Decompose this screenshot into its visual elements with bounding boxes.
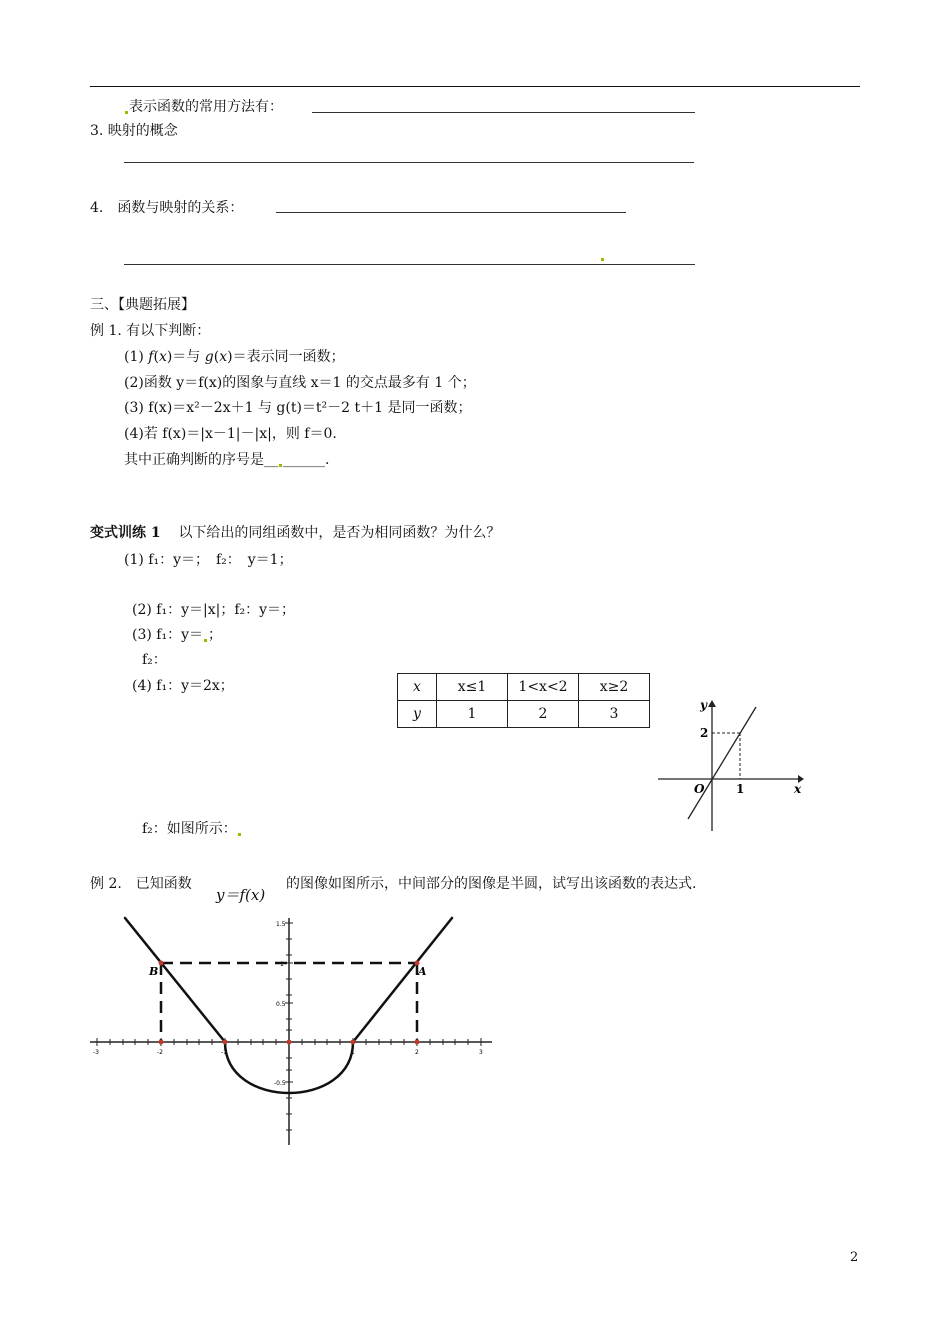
variant-text: 以下给出的同组函数中，是否为相同函数？为什么？ — [178, 525, 501, 541]
variant-item-1: (1) f₁：y＝； f₂： y＝1； — [124, 552, 293, 568]
section-title: 三、【典题拓展】 — [90, 297, 195, 313]
example-2-text-tail: 的图像如图所示，中间部分的图像是半圆，试写出该函数的表达式. — [286, 876, 697, 892]
table-cell: 2 — [508, 701, 579, 728]
example-1-title: 例 1. 有以下判断： — [90, 323, 211, 339]
y-axis-label: y — [700, 698, 707, 712]
item-text: )＝与 — [166, 349, 205, 365]
func-name: f — [148, 349, 154, 365]
variant-item-3-f2: f₂： — [142, 652, 167, 668]
x-tick-label: 1 — [351, 1049, 355, 1056]
variant-item-3-text: (3) f₁：y＝ — [132, 627, 203, 643]
section-4-label: 4. 函数与映射的关系： — [90, 200, 244, 216]
x-tick-label: -3 — [93, 1049, 99, 1056]
x-tick-label: 3 — [479, 1049, 483, 1056]
x-tick-label: 1 — [736, 782, 745, 796]
var-x: x — [219, 349, 228, 365]
variant-item-2: (2) f₁：y＝|x|；f₂：y＝； — [132, 602, 296, 618]
variant-item-4: (4) f₁：y＝2x； — [132, 678, 234, 694]
example-1-item-2: (2)函数 y＝f(x)的图象与直线 x＝1 的交点最多有 1 个； — [124, 375, 476, 391]
variant-item-4-f2-text: f₂：如图所示： — [142, 821, 237, 837]
table-cell: x≤1 — [437, 674, 508, 701]
paren: ( — [213, 349, 220, 365]
y-tick-label: 0.5 — [276, 1001, 286, 1008]
y-tick-label: 2 — [700, 726, 709, 740]
item-number: (1) — [124, 349, 149, 365]
example-1-item-4: (4)若 f(x)＝|x－1|－|x|，则 f＝0. — [124, 426, 337, 442]
table-cell: x≥2 — [579, 674, 650, 701]
item-text: )＝表示同一函数； — [227, 349, 345, 365]
example-1-item-3: (3) f(x)＝x²－2x＋1 与 g(t)＝t²－2 t＋1 是同一函数； — [124, 400, 472, 416]
table-cell: x — [398, 674, 437, 701]
paren: ( — [153, 349, 159, 365]
y-tick-label: 1.5 — [276, 921, 286, 928]
page-number: 2 — [850, 1250, 859, 1265]
x-tick-label: -2 — [157, 1049, 163, 1056]
table-cell: y — [398, 701, 437, 728]
section-3-title: 3. 映射的概念 — [90, 123, 178, 139]
x-tick-label: -1 — [221, 1049, 227, 1056]
answer-blank-text[interactable]: ______. — [283, 452, 330, 468]
table-cell: 3 — [579, 701, 650, 728]
func-name: g — [204, 349, 214, 365]
table-cell: 1<x<2 — [508, 674, 579, 701]
point-label-B: B — [149, 965, 159, 978]
question-text: 其中正确判断的序号是__ — [124, 452, 278, 468]
x-tick-label: 2 — [415, 1049, 419, 1056]
var-x: x — [158, 349, 167, 365]
punct: ； — [207, 627, 222, 643]
y-tick-label: 1 — [280, 961, 284, 968]
methods-label: 表示函数的常用方法有： — [129, 99, 283, 115]
example-2-text: 例 2. 已知函数 — [90, 876, 192, 892]
variant-title: 变式训练 1 — [90, 525, 161, 541]
x-axis-label: x — [794, 782, 802, 796]
point-label-A: A — [418, 965, 427, 978]
table-cell: 1 — [437, 701, 508, 728]
y-tick-label: -0.5 — [274, 1080, 286, 1087]
origin-label: O — [694, 782, 705, 796]
example-2-formula: y＝f(x) — [216, 886, 266, 904]
